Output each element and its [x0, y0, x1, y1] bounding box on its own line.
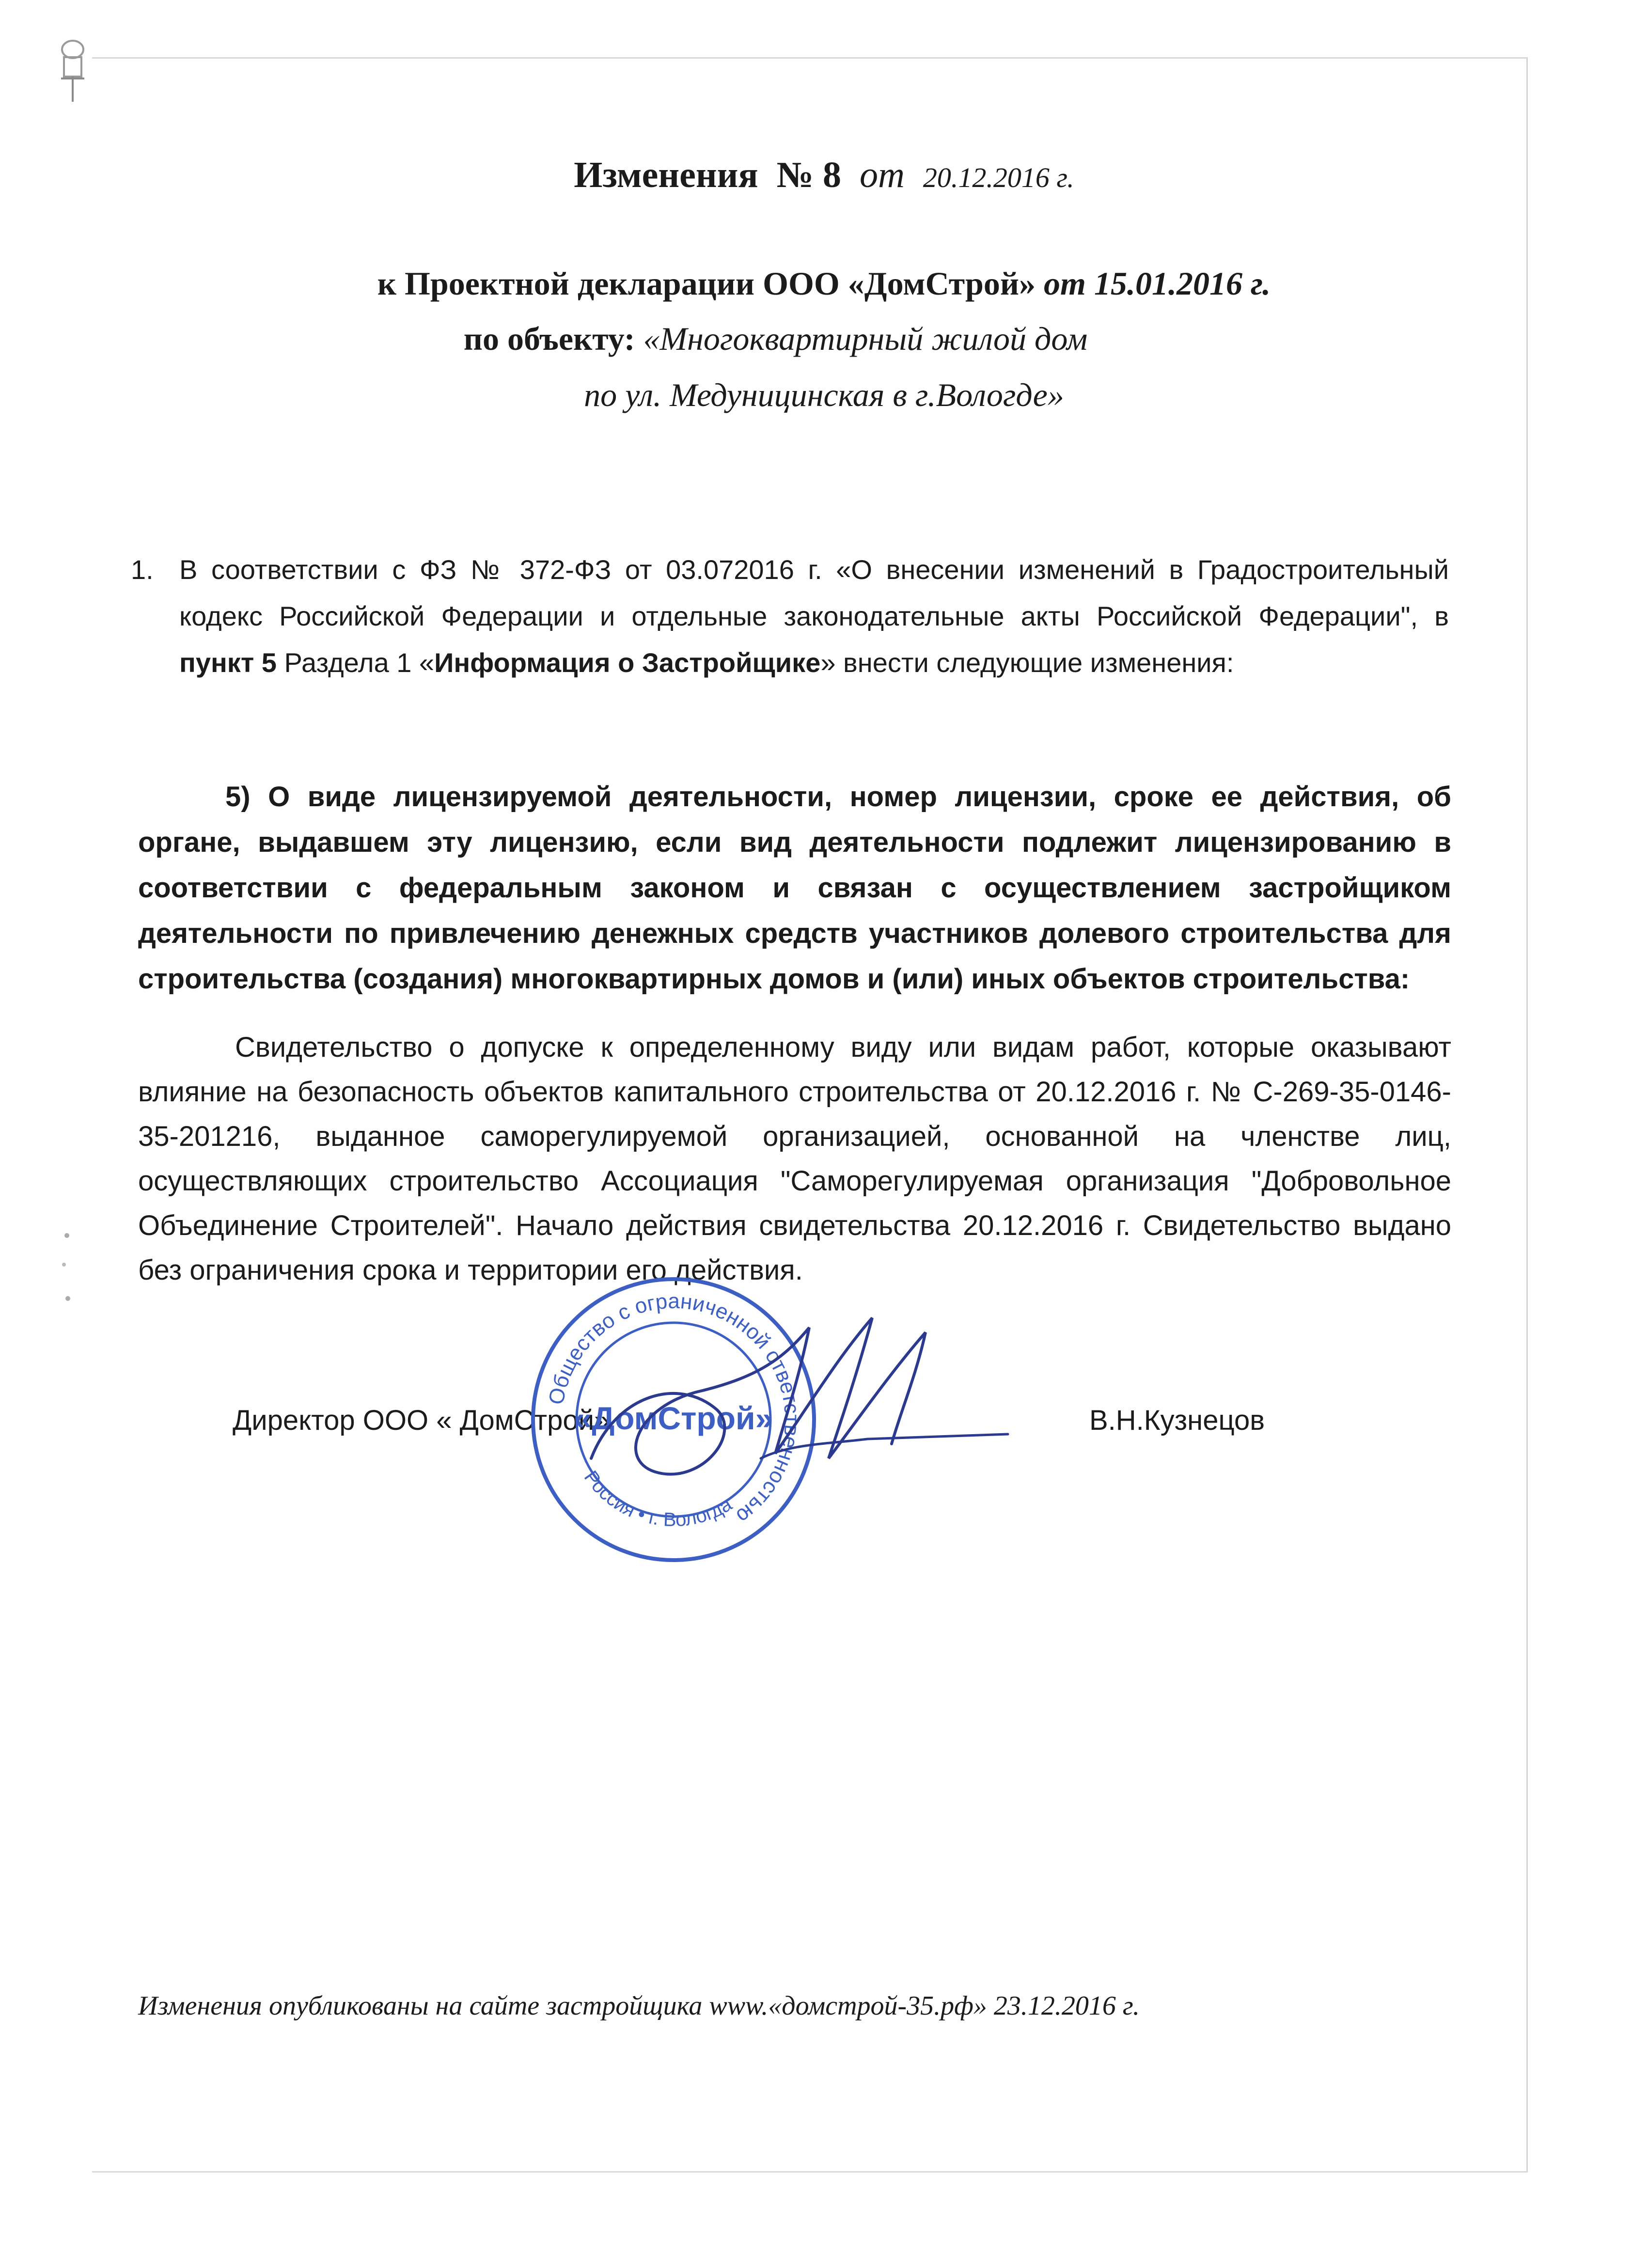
svg-text:Россия • г. Вологда: Россия • г. Вологда: [580, 1467, 736, 1531]
push-pin-icon: [53, 39, 92, 107]
certificate-paragraph: Свидетельство о допуске к определенному виду или видам работ, которые оказывают влияние на безопасность объектов капитального строительства от 20.12.2016 г. № С-269-35-0146-35-201216, выданное саморегулируемой организацией, основанной на членстве лиц, осуществляющих строительство Ассоциация "Саморегулируемая организация "Добровольное Объединение Строителей". Начало действия свидетельства 20.12.2016 г. Свидетельство выдано без ограничения срока и территории его действия.: [138, 1032, 1451, 1286]
list-item-1: 1. В соответствии с ФЗ № 372-ФЗ от 03.072016 г. «О внесении изменений в Градостроительный кодекс Российской Федерации и отдельные законодательные акты Российской Федерации", в пункт 5 Раздела 1 «Информация о Застройщике» внести следующие изменения:: [131, 554, 1449, 678]
subtitle-line-1: к Проектной декларации ООО «ДомСтрой» от 15.01.2016 г.: [377, 265, 1271, 302]
svg-text:«ДомСтрой»: «ДомСтрой»: [574, 1400, 773, 1436]
section-5-heading: 5) О виде лицензируемой деятельности, номер лицензии, сроке ее действия, об органе, выдавшем эту лицензию, если вид деятельности подлежит лицензированию в соответствии с федеральным законом и связан с осуществлением застройщиком деятельности по привлечению денежных средств участников долевого строительства для строительства (создания) многоквартирных домов и (или) иных объектов строительства:: [138, 781, 1451, 995]
scan-specks: [57, 1221, 77, 1318]
handwritten-signature: [557, 1298, 1013, 1526]
director-name: В.Н.Кузнецов: [1089, 1405, 1265, 1436]
subtitle-line-2: по объекту: «Многоквартирный жилой дом: [463, 320, 1088, 357]
subtitle-line-3: по ул. Медуницинская в г.Вологде»: [584, 376, 1064, 413]
footer-note: Изменения опубликованы на сайте застройщика www.«домстрой-35.рф» 23.12.2016 г.: [138, 1991, 1140, 2021]
svg-text:Общество с ограниченной ответс: Общество с ограниченной ответственностью: [544, 1289, 804, 1529]
director-label: Директор ООО « ДомСтрой»: [233, 1405, 610, 1436]
document-title: Изменения № 8 от 20.12.2016 г.: [574, 155, 1074, 195]
